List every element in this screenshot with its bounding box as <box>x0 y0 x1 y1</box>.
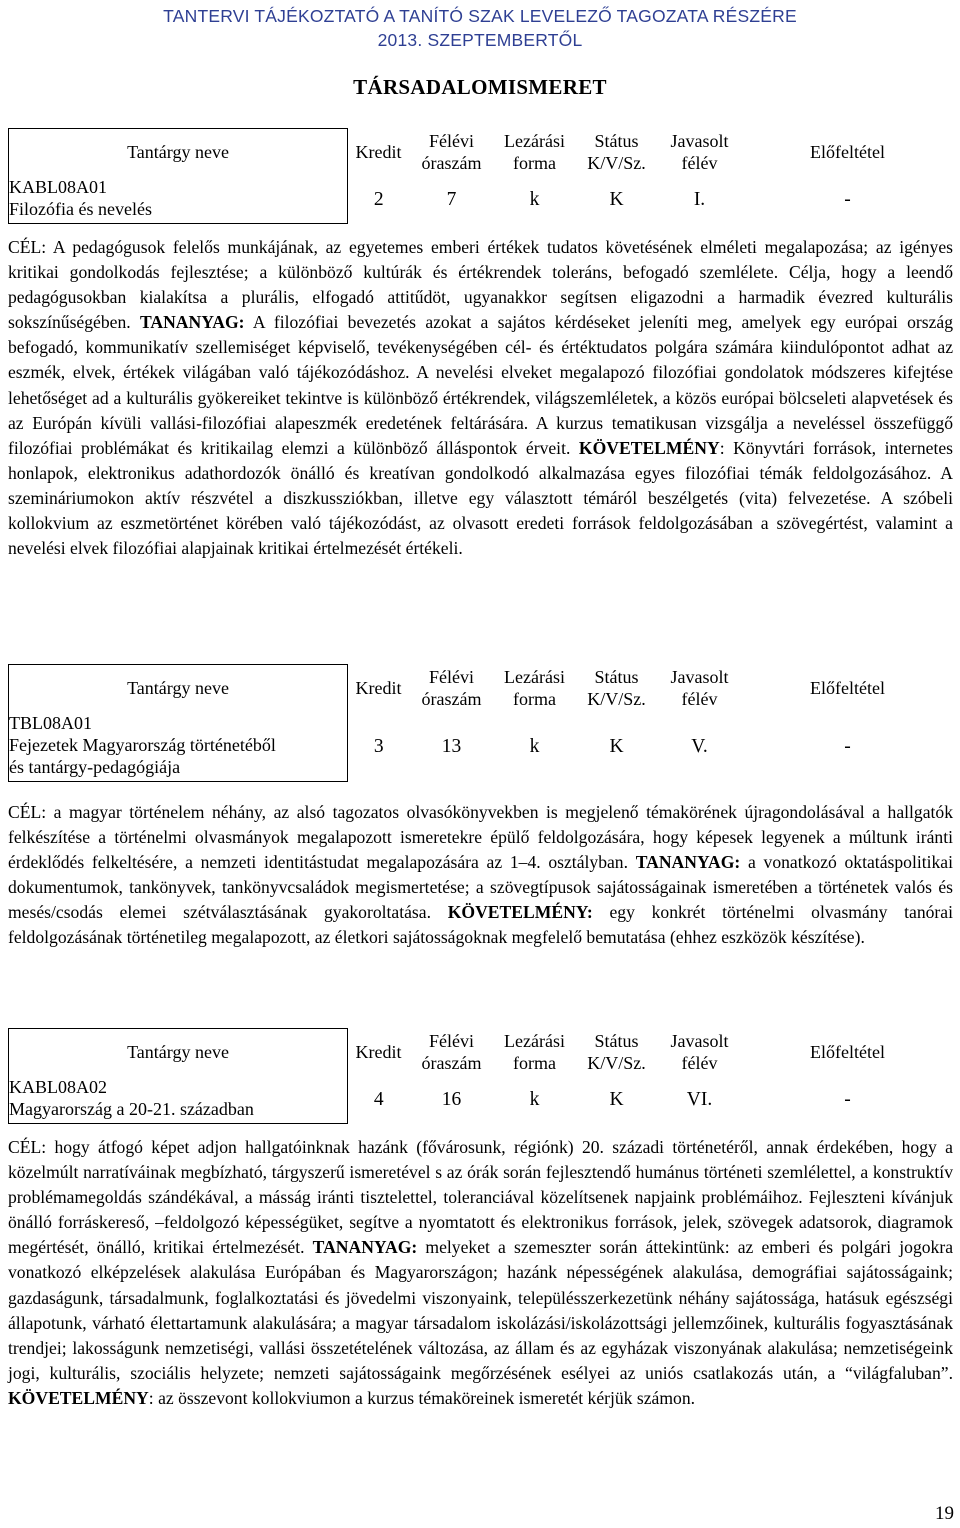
kovetelmeny-label: KÖVETELMÉNY <box>578 437 720 458</box>
header-lezarasi-forma <box>494 129 576 176</box>
tananyag-label: TANANYAG: <box>139 312 245 333</box>
course-elofeltetel: - <box>844 735 851 757</box>
course-code: TBL08A01 <box>9 712 92 733</box>
header-elofeltetel: Előfeltétel <box>810 1042 885 1062</box>
course-description <box>8 235 953 561</box>
header-tantargy-neve: Tantárgy neve <box>9 1029 348 1076</box>
course-description <box>8 1135 953 1411</box>
course-name: Magyarország a 20-21. században <box>9 1098 254 1119</box>
description-text: CÉL: A pedagógusok felelős munkájának, az egyetemes emberi értékek tudatos követésének elméleti megalapozása; az igényes kritikai gondolkodás fejlesztése; a különböző kultúrák és értékrendek toleráns, befogadó szemlélete. Célja, hogy a leendő pedagógusokban kialakítsa a plurális, elfogadó attitűdöt, ugyanakkor segítsen eligazodni a harmadik évezred kulturális sokszínűségében. <box>8 237 953 333</box>
header-forma: forma <box>513 153 556 173</box>
description-text: CÉL: a magyar történelem néhány, az alsó tagozatos olvasókönyvekben is megjelenő témakörének újragondolásával a hallgatók felkészítése a történelmi olvasmányok megalapozott ismeretekre épülő feldolgozására, hogy képesek legyenek a múltunk iránti érdeklődés felkeltésére, a nemzeti identitástudat megalapozására az 1–4. osztályban. <box>8 802 953 873</box>
header-javasolt: Javasolt <box>670 1031 729 1051</box>
tananyag-label: TANANYAG: <box>312 1237 418 1258</box>
course-felev: I. <box>693 188 706 210</box>
header-felev: félév <box>681 1053 718 1073</box>
header-felev: félév <box>681 153 718 173</box>
course-name: Filozófia és nevelés <box>9 198 152 219</box>
course-name-continued: és tantárgy-pedagógiája <box>9 756 181 777</box>
course-oraszam: 16 <box>441 1088 462 1110</box>
header-oraszam: óraszám <box>421 153 482 173</box>
subject-title: TÁRSADALOMISMERET <box>353 75 607 99</box>
header-kvsz: K/V/Sz. <box>587 153 646 173</box>
kovetelmeny-label: KÖVETELMÉNY <box>8 1387 149 1408</box>
description-text: : Könyvtári források, internetes honlapok, elektronikus adathordozók önálló és kreatívan gondolkodó alkalmazása egyes filozófiai témák feldolgozásához. A szemináriumokon aktív részvétel a diszkussziókban, illetve egy választott témáról beszélgetés (vita) felvezetése. A szóbeli kollokvium az eszmetörténet körében való tájékozódást, az olvasott eredeti források feldolgozásában a szövegértést, valamint a nevelési elvek filozófiai alapjainak kritikai értelmezését értékeli. <box>8 437 953 559</box>
header-lezarasi-forma <box>494 1029 576 1076</box>
header-felevi: Félévi <box>429 667 474 687</box>
course-description <box>8 800 953 951</box>
course-elofeltetel: - <box>844 188 851 210</box>
header-date-line: 2013. SZEPTEMBERTŐL <box>377 30 583 50</box>
course-elofeltetel: - <box>844 1088 851 1110</box>
header-javasolt-felev <box>658 129 742 176</box>
header-kvsz: K/V/Sz. <box>587 689 646 709</box>
header-kvsz: K/V/Sz. <box>587 1053 646 1073</box>
course-kredit: 4 <box>373 1088 384 1110</box>
header-status: Státus <box>594 1031 639 1051</box>
kovetelmeny-label: KÖVETELMÉNY: <box>447 902 593 923</box>
header-felevi: Félévi <box>429 131 474 151</box>
header-lezarasi-forma <box>494 665 576 712</box>
header-title-line: TANTERVI TÁJÉKOZTATÓ A TANÍTÓ SZAK LEVELEZŐ TAGOZATA RÉSZÉRE <box>163 6 797 26</box>
description-text: egy konkrét történelmi olvasmány tanórai feldolgozásának történetileg megalapozott, az életkori sajátosságoknak megfelelő bemutatása (ehhez eszközök készítése). <box>8 902 953 948</box>
header-javasolt-felev <box>658 1029 742 1076</box>
description-text: a vonatkozó oktatáspolitikai dokumentumok, tankönyvek, tankönyvcsaládok megismertetése; a szövegtípusok sajátosságainak ismeretében a történetek valós és mesés/csodás elemei szétválasztásának gyakoroltatása. <box>8 852 953 923</box>
description-text: : az összevont kollokviumon a kurzus témaköreinek ismeretét kérjük számon. <box>148 1387 696 1408</box>
header-kredit: Kredit <box>355 1042 402 1062</box>
header-oraszam: óraszám <box>421 689 482 709</box>
header-kredit: Kredit <box>355 678 402 698</box>
header-felevi: Félévi <box>429 1031 474 1051</box>
header-javasolt: Javasolt <box>670 131 729 151</box>
header-lezarasi: Lezárási <box>504 1031 565 1051</box>
course-kredit: 3 <box>373 735 384 757</box>
description-text: A filozófiai bevezetés azokat a sajátos kérdéseket jeleníti meg, amelyek egy európai ország befogadó, kommunikatív szellemiséget képviselő, tevékenységében cél- és értéktudatos polgára számára kiindulópontot adhat az eszmék, elvek, értékek világában való tájékozódáshoz. A nevelési elveket megalapozó filozófiai gondolatok módszeres kifejtése lehetőséget ad a kulturális gyökereiket tekintve is különböző értékrendek, világszemléletek, a közös európai bölcseleti alapvetések és az Európán kívüli vallási-filozófiai alapeszmék eredetének feltárására. A kurzus tematikusan vizsgálja a neveléssel összefüggő filozófiai problémákat és kritikailag elemzi a különböző álláspontok érveit. <box>8 312 953 458</box>
course-lezaras: k <box>529 735 540 757</box>
header-statusz <box>576 665 658 712</box>
header-tantargy-neve: Tantárgy neve <box>9 129 348 176</box>
header-elofeltetel: Előfeltétel <box>810 142 885 162</box>
course-statusz: K <box>609 735 624 757</box>
header-felevi-oraszam <box>410 129 494 176</box>
course-name-cell <box>9 1076 348 1124</box>
header-oraszam: óraszám <box>421 1053 482 1073</box>
header-lezarasi: Lezárási <box>504 667 565 687</box>
header-felevi-oraszam <box>410 1029 494 1076</box>
course-felev: V. <box>691 735 708 757</box>
course-table <box>8 664 954 782</box>
course-name: Fejezetek Magyarország történetéből <box>9 734 276 755</box>
course-code: KABL08A01 <box>9 176 107 197</box>
header-statusz <box>576 129 658 176</box>
course-statusz: K <box>609 1088 624 1110</box>
course-table <box>8 128 954 224</box>
course-oraszam: 7 <box>446 188 457 210</box>
header-lezarasi: Lezárási <box>504 131 565 151</box>
header-felev: félév <box>681 689 718 709</box>
header-statusz <box>576 1029 658 1076</box>
header-javasolt-felev <box>658 665 742 712</box>
course-name-cell <box>9 176 348 224</box>
course-code: KABL08A02 <box>9 1076 107 1097</box>
header-status: Státus <box>594 667 639 687</box>
header-felevi-oraszam <box>410 665 494 712</box>
course-oraszam: 13 <box>441 735 462 757</box>
header-elofeltetel: Előfeltétel <box>810 678 885 698</box>
header-kredit: Kredit <box>355 142 402 162</box>
course-felev: VI. <box>686 1088 713 1110</box>
header-forma: forma <box>513 1053 556 1073</box>
description-text: melyeket a szemeszter során áttekintünk: az emberi és polgári jogokra vonatkozó elképzelések alakulása Európában és Magyarországon; hazánk népességének alakulása, demográfiai sajátosságaink; gazdaságunk, társadalmunk, foglalkoztatási és jövedelmi viszonyaink, településszerkezetünk néhány sajátossága, hatásuk egészségi állapotunk, várható élettartamunk alakulására; a magyar társadalom iskolázási/iskolázottsági jellemzőinek, kulturális fogyasztásának trendjei; lakosságunk nemzetiségi, vallási összetételének változása, az állam és az egyházak viszonyának alakulása; nemzetiségeink jogi, kulturális, szociális helyzete; nemzeti sajátosságaink megőrzésének esélyei az uniós csatlakozás után, a “világfaluban”. <box>8 1237 954 1383</box>
course-kredit: 2 <box>373 188 384 210</box>
header-forma: forma <box>513 689 556 709</box>
description-text: CÉL: hogy átfogó képet adjon hallgatóinknak hazánk (fővárosunk, régiónk) 20. századi történetéről, annak érdekében, hogy a közelmúlt narratíváinak megbízható, tárgyszerű ismeretével s az órák során fejlesztendő humánus történeti szemlélettel, a konstruktív problémamegoldás szándékával, a másság iránti tisztelettel, toleranciával közelítsenek napjaink problémáihoz. Fejleszteni kívánjuk önálló forráskereső, –feldolgozó képességüket, segítve a nyomtatott és elektronikus források, jelek, szövegek adatsorok, diagramok megértését, önálló, kritikai értelmezését. <box>8 1137 953 1258</box>
header-javasolt: Javasolt <box>670 667 729 687</box>
course-lezaras: k <box>529 188 540 210</box>
header-tantargy-neve: Tantárgy neve <box>9 665 348 712</box>
course-name-cell <box>9 712 348 782</box>
header-status: Státus <box>594 131 639 151</box>
page-number: 19 <box>935 1503 954 1524</box>
tananyag-label: TANANYAG: <box>635 852 741 873</box>
course-statusz: K <box>609 188 624 210</box>
course-lezaras: k <box>529 1088 540 1110</box>
course-table <box>8 1028 954 1124</box>
